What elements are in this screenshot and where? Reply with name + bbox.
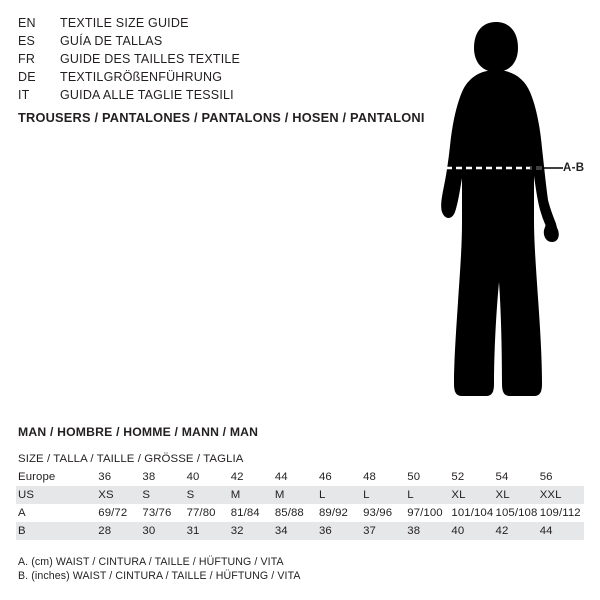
man-silhouette-icon bbox=[400, 10, 600, 410]
cell-us-8: XL bbox=[451, 486, 495, 504]
size-table bbox=[16, 450, 584, 540]
cell-a-2: 77/80 bbox=[186, 507, 216, 519]
figure-illustration bbox=[400, 10, 600, 410]
row-label-b: B bbox=[16, 522, 98, 540]
cell-us-7: L bbox=[407, 486, 451, 504]
table-header-row bbox=[16, 450, 584, 468]
cell-a-0: 69/72 bbox=[98, 507, 128, 519]
row-label-europe: Europe bbox=[18, 471, 56, 483]
language-row-en bbox=[18, 14, 418, 32]
cell-a-3: 81/84 bbox=[230, 507, 260, 519]
language-code-fr: FR bbox=[18, 52, 36, 66]
cell-b-2: 31 bbox=[187, 522, 231, 540]
row-label-us: US bbox=[16, 486, 98, 504]
cell-us-5: L bbox=[319, 486, 363, 504]
table-row-us bbox=[16, 486, 584, 504]
cell-europe-8: 52 bbox=[451, 471, 465, 483]
cell-b-9: 42 bbox=[496, 522, 540, 540]
cell-b-6: 37 bbox=[363, 522, 407, 540]
language-code-es: ES bbox=[18, 34, 36, 48]
cell-a-8: 101/104 bbox=[451, 507, 494, 519]
language-code-en: EN bbox=[18, 16, 36, 30]
cell-us-4: M bbox=[275, 486, 319, 504]
language-text-fr: GUIDE DES TAILLES TEXTILE bbox=[60, 52, 241, 66]
cell-b-7: 38 bbox=[407, 522, 451, 540]
cell-europe-5: 46 bbox=[318, 471, 332, 483]
cell-a-5: 89/92 bbox=[318, 507, 348, 519]
table-row-a bbox=[16, 504, 584, 522]
cell-b-0: 28 bbox=[98, 522, 142, 540]
cell-europe-3: 42 bbox=[230, 471, 244, 483]
cell-us-10: XXL bbox=[540, 486, 584, 504]
cell-us-0: XS bbox=[98, 486, 142, 504]
cell-b-4: 34 bbox=[275, 522, 319, 540]
cell-b-8: 40 bbox=[451, 522, 495, 540]
cell-europe-2: 40 bbox=[186, 471, 200, 483]
cell-a-4: 85/88 bbox=[274, 507, 304, 519]
cell-us-3: M bbox=[231, 486, 275, 504]
language-header-block bbox=[18, 14, 418, 104]
cell-europe-6: 48 bbox=[363, 471, 376, 483]
language-code-de: DE bbox=[18, 70, 36, 84]
cell-us-1: S bbox=[142, 486, 186, 504]
cell-europe-4: 44 bbox=[274, 471, 288, 483]
cell-europe-9: 54 bbox=[495, 471, 509, 483]
language-text-de: TEXTILGRÖßENFÜHRUNG bbox=[60, 70, 223, 84]
table-title-man: MAN / HOMBRE / HOMME / MANN / MAN bbox=[18, 425, 259, 439]
footnote-b: B. (inches) WAIST / CINTURA / TAILLE / HÜFTUNG / VITA bbox=[18, 570, 301, 582]
language-row-de bbox=[18, 68, 418, 86]
cell-a-9: 105/108 bbox=[495, 507, 538, 519]
cell-a-7: 97/100 bbox=[407, 507, 443, 519]
cell-a-6: 93/96 bbox=[363, 507, 393, 519]
table-header-label: SIZE / TALLA / TAILLE / GRÖSSE / TAGLIA bbox=[18, 453, 244, 465]
cell-europe-10: 56 bbox=[539, 471, 553, 483]
row-label-a: A bbox=[18, 507, 26, 519]
cell-b-10: 44 bbox=[540, 522, 584, 540]
cell-b-3: 32 bbox=[231, 522, 275, 540]
cell-us-9: XL bbox=[496, 486, 540, 504]
cell-b-1: 30 bbox=[142, 522, 186, 540]
cell-us-6: L bbox=[363, 486, 407, 504]
cell-a-10: 109/112 bbox=[539, 507, 581, 519]
cell-a-1: 73/76 bbox=[142, 507, 172, 519]
language-row-it bbox=[18, 86, 418, 104]
garment-section-title: TROUSERS / PANTALONES / PANTALONS / HOSEN / PANTALONI bbox=[18, 110, 425, 125]
cell-europe-0: 36 bbox=[98, 471, 112, 483]
footnotes-block bbox=[18, 555, 301, 583]
footnote-a: A. (cm) WAIST / CINTURA / TAILLE / HÜFTUNG / VITA bbox=[18, 556, 284, 568]
table-row-b bbox=[16, 522, 584, 540]
language-text-en: TEXTILE SIZE GUIDE bbox=[60, 16, 189, 30]
language-row-es bbox=[18, 32, 418, 50]
language-row-fr bbox=[18, 50, 418, 68]
language-code-it: IT bbox=[18, 88, 30, 102]
measurement-label-ab: A-B bbox=[563, 162, 585, 174]
cell-europe-7: 50 bbox=[407, 471, 421, 483]
table-row-europe bbox=[16, 468, 584, 486]
cell-us-2: S bbox=[187, 486, 231, 504]
language-text-es: GUÍA DE TALLAS bbox=[60, 34, 163, 48]
cell-b-5: 36 bbox=[319, 522, 363, 540]
language-text-it: GUIDA ALLE TAGLIE TESSILI bbox=[60, 88, 234, 102]
cell-europe-1: 38 bbox=[142, 471, 156, 483]
